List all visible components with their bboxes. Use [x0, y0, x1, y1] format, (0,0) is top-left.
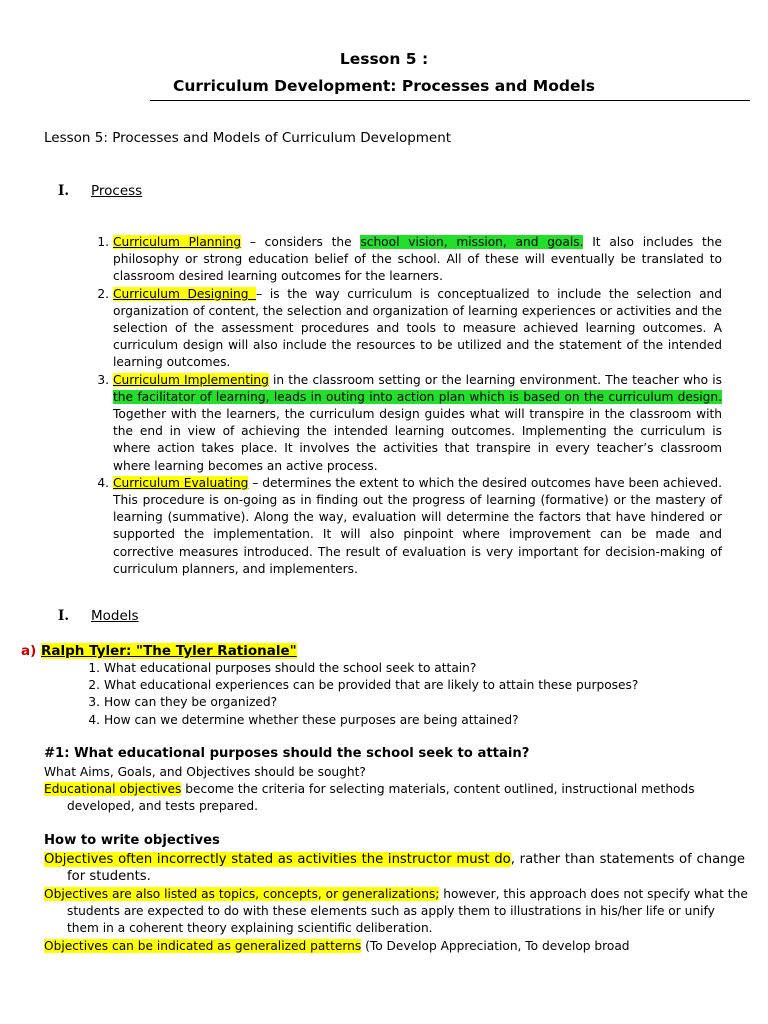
- educational-objectives-paragraph: [44, 781, 751, 815]
- item-text: – considers the: [241, 235, 361, 249]
- paragraph-text: however, this approach does not specify what the students are expected to do with these elements such as apply them to illustrations in his/her life or unify them in a coherent theory explaining scientific deliberation.: [67, 887, 748, 936]
- paragraph-text: , rather than statements of change for students.: [67, 852, 746, 885]
- item-number: 1.: [88, 661, 100, 675]
- item-text: What educational purposes should the school seek to attain?: [104, 661, 477, 675]
- section-label: Process: [91, 183, 143, 199]
- yellow-highlight: Objectives often incorrectly stated as activities the instructor must do: [44, 852, 511, 867]
- item-text: – determines the extent to which the desired outcomes have been achieved. This procedure is on-going as in finding out the progress of learning (formative) or the mastery of learning (summative). Along the way, evaluation will determine the factors that have hindered or supported the implementation. It will also pinpoint where improvement can be made and corrective measures introduced. The result of evaluation is very important for decision-making of curriculum planners, and implementers.: [113, 475, 723, 576]
- section-numeral: I.: [58, 608, 70, 624]
- tyler-title: Ralph Tyler: "The Tyler Rationale": [40, 643, 297, 659]
- item-number: 1.: [97, 235, 109, 249]
- lesson-title: Lesson 5 :: [339, 50, 429, 68]
- section-label: Models: [91, 608, 139, 624]
- green-highlight: the facilitator of learning, leads in outing into action plan which is based on the curriculum design.: [113, 389, 722, 404]
- process-list: [97, 234, 723, 578]
- tyler-questions: [88, 660, 724, 729]
- list-item: [97, 234, 723, 286]
- item-text: What educational experiences can be provided that are likely to attain these purposes?: [104, 678, 639, 693]
- q1-heading: #1: What educational purposes should the school seek to attain?: [44, 746, 530, 761]
- lesson-subheading: Lesson 5: Processes and Models of Curriculum Development: [44, 130, 452, 146]
- item-number: 4.: [97, 475, 109, 490]
- item-number: 3.: [97, 372, 109, 387]
- item-text: – is the way curriculum is conceptualized to include the selection and organization of content, the selection and organization of learning experiences or activities and the selection of the assessment procedures and tools to measure achieved learning outcomes. A curriculum design will also include the resources to be utilized and the statement of the intended learning outcomes.: [113, 286, 722, 370]
- item-number: 2.: [97, 286, 109, 301]
- term-highlight: Curriculum Evaluating: [113, 475, 249, 490]
- item-text: Together with the learners, the curriculum design guides what will transpire in the classroom with the end in view of achieving the intended learning outcomes. Implementing the curriculum is where action takes place. It involves the activities that transpire in every teacher’s classroom where learning becomes an active process.: [113, 407, 722, 473]
- lesson-subtitle: Curriculum Development: Processes and Models: [172, 77, 596, 95]
- list-item: [88, 694, 724, 711]
- item-text: How can we determine whether these purposes are being attained?: [104, 712, 519, 727]
- list-item: [88, 660, 724, 677]
- green-highlight: school vision, mission, and goals.: [360, 235, 584, 249]
- q1-subtext: What Aims, Goals, and Objectives should be sought?: [44, 765, 366, 779]
- objectives-paragraph-2: [44, 886, 749, 938]
- item-number: 4.: [88, 712, 100, 727]
- list-item: [88, 712, 724, 729]
- list-item: [97, 286, 722, 372]
- item-text: How can they be organized?: [104, 695, 278, 710]
- yellow-highlight: Educational objectives: [44, 782, 182, 796]
- yellow-highlight: Objectives are also listed as topics, concepts, or generalizations;: [44, 887, 440, 901]
- paragraph-text: become the criteria for selecting materials, content outlined, instructional methods developed, and tests prepared.: [67, 782, 695, 814]
- item-letter: a): [21, 643, 41, 659]
- title-rule: [150, 100, 750, 101]
- list-item: [97, 475, 723, 578]
- term-highlight: Curriculum Planning: [113, 235, 242, 249]
- yellow-highlight: Objectives can be indicated as generalized patterns: [44, 939, 362, 953]
- item-number: 2.: [88, 678, 100, 693]
- section-numeral: I.: [58, 183, 70, 199]
- item-text: It also includes the philosophy or strong education belief of the school. All of these will eventually be translated to classroom desired learning outcomes for the learners.: [113, 235, 723, 284]
- list-item: [88, 677, 724, 694]
- item-text: in the classroom setting or the learning environment. The teacher who is: [268, 372, 723, 387]
- item-number: 3.: [88, 695, 100, 710]
- objectives-paragraph-1: [44, 851, 745, 885]
- term-highlight: Curriculum Implementing: [113, 372, 269, 387]
- paragraph-text: (To Develop Appreciation, To develop broad: [361, 939, 630, 953]
- objectives-paragraph-3: [44, 938, 744, 955]
- how-to-write-heading: How to write objectives: [44, 833, 220, 848]
- tyler-heading: [21, 643, 297, 659]
- list-item: [97, 372, 723, 475]
- term-highlight: Curriculum Designing: [113, 286, 257, 301]
